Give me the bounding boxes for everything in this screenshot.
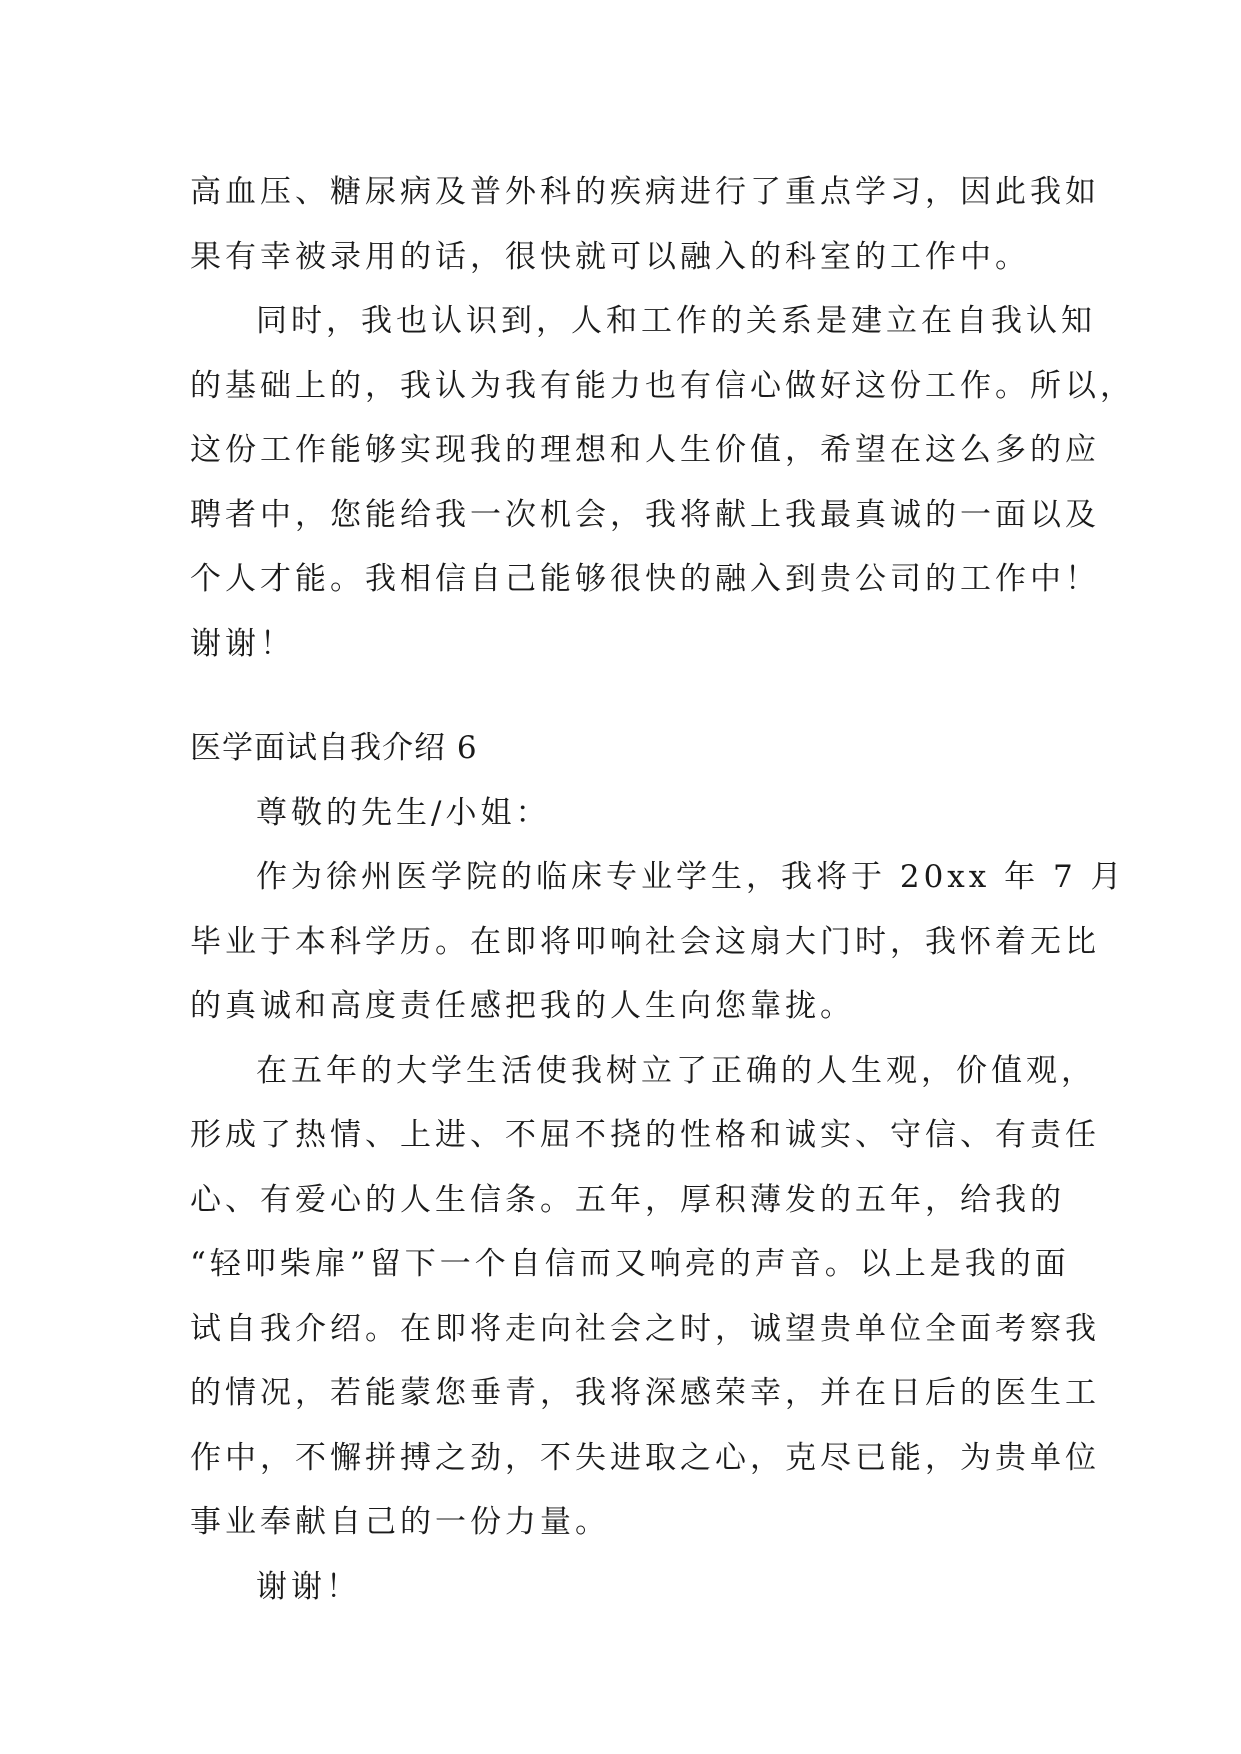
text-line: 个人才能。我相信自己能够很快的融入到贵公司的工作中！ — [190, 561, 1100, 597]
section-gap — [190, 676, 1050, 716]
text-line: 的真诚和高度责任感把我的人生向您靠拢。 — [190, 988, 855, 1024]
text-line: 作为徐州医学院的临床专业学生，我将于 20xx 年 7 月 — [256, 859, 1126, 895]
text-line: 试自我介绍。在即将走向社会之时，诚望贵单位全面考察我 — [190, 1310, 1100, 1347]
document-page — [190, 160, 1135, 1619]
text-line: 谢谢！ — [190, 625, 295, 662]
text-line: 形成了热情、上进、不屈不挠的性格和诚实、守信、有责任 — [190, 1117, 1100, 1153]
closing — [190, 1555, 1050, 1620]
paragraph-intro — [190, 845, 1126, 1039]
paragraph-continuation — [190, 160, 1100, 289]
text-line: 毕业于本科学历。在即将叩响社会这扇大门时，我怀着无比 — [190, 923, 1100, 960]
text-line: 在五年的大学生活使我树立了正确的人生观，价值观， — [256, 1052, 1096, 1089]
text-line: 作中，不懈拼搏之劲，不失进取之心，克尽已能，为贵单位 — [190, 1439, 1100, 1476]
text-line: 高血压、糖尿病及普外科的疾病进行了重点学习，因此我如 — [190, 174, 1100, 210]
text-line: 事业奉献自己的一份力量。 — [190, 1504, 610, 1540]
paragraph-college-life — [190, 1039, 1100, 1555]
text-line: 果有幸被录用的话，很快就可以融入的科室的工作中。 — [190, 238, 1030, 275]
salutation — [190, 781, 1050, 846]
text-line: “轻叩柴扉”留下一个自信而又响亮的声音。以上是我的面 — [190, 1246, 1070, 1282]
text-line: 尊敬的先生/小姐： — [256, 794, 551, 831]
text-line: 聘者中，您能给我一次机会，我将献上我最真诚的一面以及 — [190, 496, 1100, 533]
text-line: 同时，我也认识到，人和工作的关系是建立在自我认知 — [256, 303, 1096, 339]
text-line: 的情况，若能蒙您垂青，我将深感荣幸，并在日后的医生工 — [190, 1375, 1100, 1411]
paragraph-self-awareness — [190, 289, 1135, 676]
text-line: 谢谢！ — [256, 1568, 361, 1605]
section-heading: 医学面试自我介绍 6 — [190, 730, 478, 766]
text-line: 这份工作能够实现我的理想和人生价值，希望在这么多的应 — [190, 432, 1100, 468]
text-line: 心、有爱心的人生信条。五年，厚积薄发的五年，给我的 — [190, 1181, 1065, 1218]
text-line: 的基础上的，我认为我有能力也有信心做好这份工作。所以， — [190, 367, 1135, 404]
